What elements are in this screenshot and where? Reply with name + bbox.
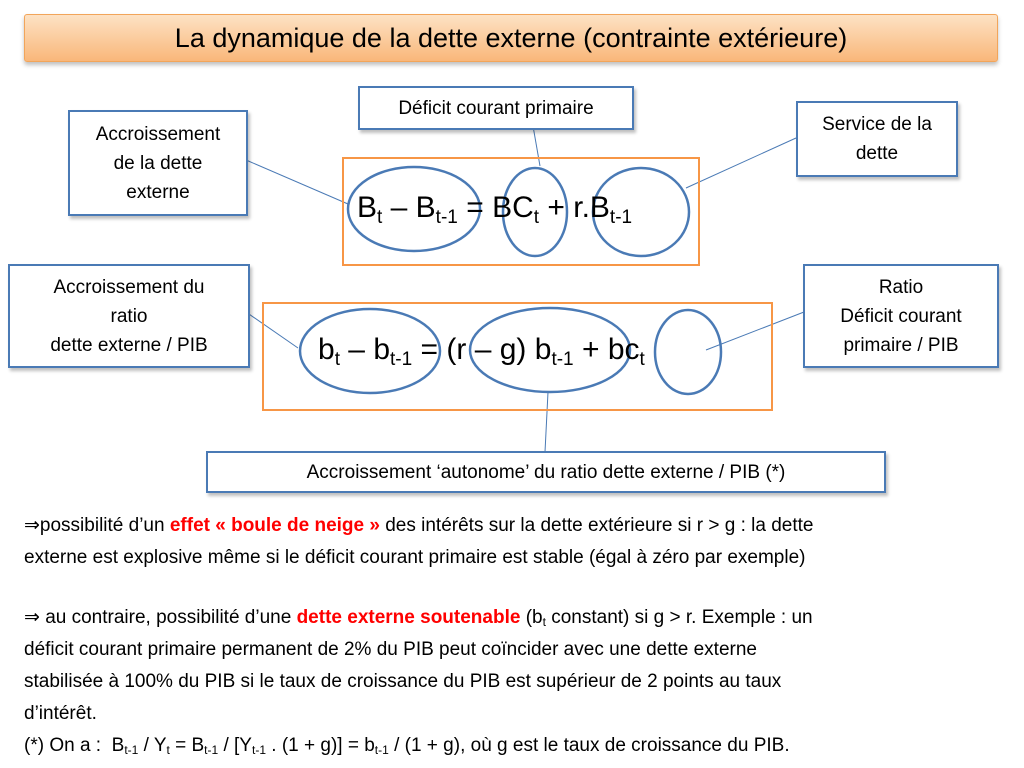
slide-title-text: La dynamique de la dette externe (contrainte extérieure) [174,22,848,53]
paragraph-boule-de-neige: ⇒possibilité d’un effet « boule de neige » des intérêts sur la dette extérieure si r > g : la dette externe est explosive même si le déficit courant primaire est stable (égal à zéro par exemple) [24,515,814,568]
equation-debt-dynamics: $B_t - B_{t-1} = BC_t + r.B_{t-1}$ [357,191,633,228]
implies-arrow-icon: ⇒ [24,607,40,628]
connector-service-dette [686,138,796,188]
equation-ratio-dynamics: $b_t - b_{t-1} = (r - g) b_{t-1} + bc_t$ [318,333,645,370]
label-deficit-courant-primaire: Déficit courant primaire [358,86,634,130]
label-service-dette: Service de la dette [796,101,958,177]
label-accroissement-dette: Accroissement de la dette externe [68,110,248,216]
implies-arrow-icon: ⇒ [24,515,40,536]
label-accroissement-ratio: Accroissement du ratio dette externe / PIB [8,264,250,368]
label-ratio-deficit: Ratio Déficit courant primaire / PIB [803,264,999,368]
connector-accroissement-dette [246,160,348,204]
label-accroissement-autonome: Accroissement ‘autonome’ du ratio dette externe / PIB (*) [206,451,886,493]
paragraph-dette-soutenable: ⇒ au contraire, possibilité d’une dette externe soutenable ($b_t$ constant) si g > r. Exemple : un déficit courant primaire permanent de 2% du PIB peut coïncider avec une dette externe stabilisée à 100% du PIB si le taux de croissance du PIB est supérieur de 2 points au taux d’intérêt. (*) On a : $B_{t-1} / Y_t = B_{t-1} / [Y_{t-1}$ . $(1 + g)] = b_{t-1} / (1 + g)$, où g est le taux de croissance du PIB. [24,602,1004,762]
footnote: (*) On a : $B_{t-1} / Y_t = B_{t-1} / [Y_{t-1}$ . $(1 + g)] = b_{t-1} / (1 + g)$, où g est le taux de croissance du PIB. [24,735,790,757]
